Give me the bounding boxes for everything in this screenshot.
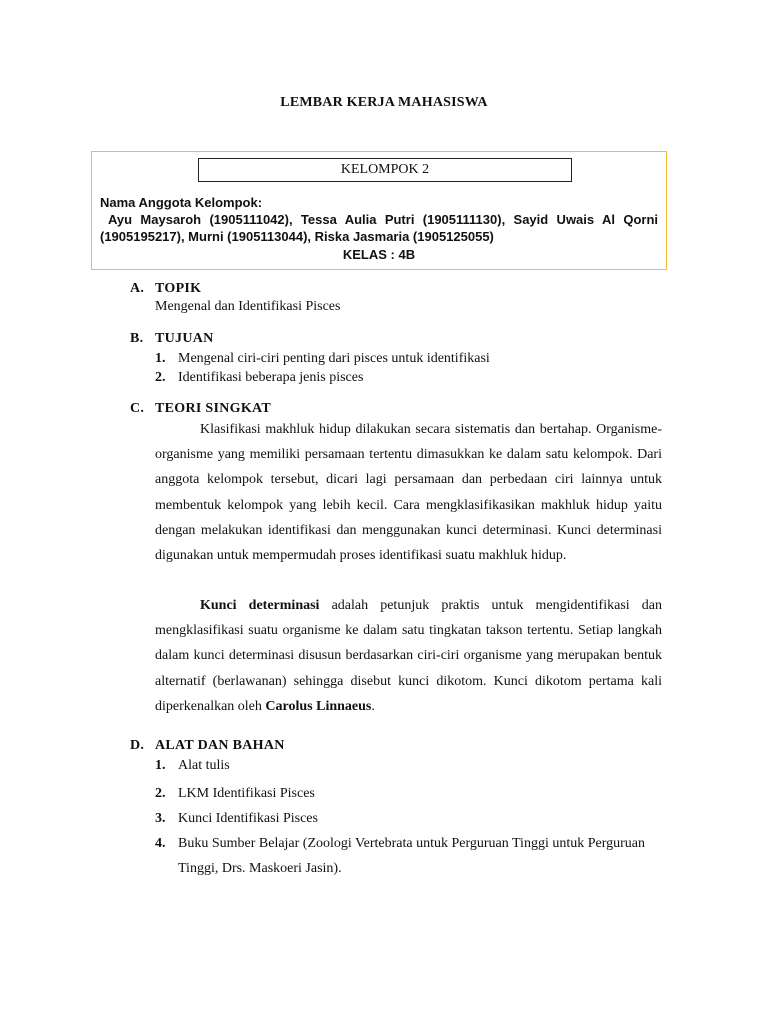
topic-text: Mengenal dan Identifikasi Pisces [155, 299, 341, 314]
theory-paragraph-2 [155, 593, 662, 719]
materials-list [155, 756, 645, 881]
list-text: LKM Identifikasi Pisces [178, 786, 315, 801]
list-number: 1. [155, 758, 166, 773]
group-members [100, 194, 658, 245]
list-item [155, 368, 675, 387]
section-a-letter: A. [130, 281, 145, 296]
bold-term: Kunci determinasi [200, 598, 320, 613]
members-list: Ayu Maysaroh (1905111042), Tessa Aulia Putri (1905111130), Sayid Uwais Al Qorni (1905195217), Murni (1905113044), Riska Jasmaria (1905125055) [100, 212, 658, 244]
section-c-heading [130, 401, 271, 417]
paragraph-text: Klasifikasi makhluk hidup dilakukan secara sistematis dan bertahap. Organisme-organisme yang memiliki persamaan tertentu dimasukkan ke dalam satu kelompok. Dari anggota kelompok tersebut, dicari lagi persamaan dan perbedaan ciri lainnya untuk membentuk kelompok yang lebih kecil. Cara mengklasifikasikan makhluk hidup yaitu dengan melakukan identifikasi dan menggunakan kunci determinasi. Kunci determinasi digunakan untuk mempermudah proses identifikasi suatu makhluk hidup. [155, 422, 662, 564]
section-c-title: TEORI SINGKAT [155, 401, 272, 416]
objectives-list [155, 349, 675, 387]
bold-name: Carolus Linnaeus [265, 698, 372, 714]
list-item [155, 349, 675, 368]
section-d-title: ALAT DAN BAHAN [155, 738, 285, 753]
list-number: 2. [155, 370, 166, 385]
section-c-letter: C. [130, 401, 145, 416]
theory-paragraph-1 [155, 417, 662, 568]
list-number: 3. [155, 811, 166, 826]
section-a-title: TOPIK [155, 281, 202, 296]
list-item [155, 781, 645, 806]
paragraph-end: . [371, 698, 375, 714]
members-label: Nama Anggota Kelompok: [100, 195, 263, 210]
list-text: Buku Sumber Belajar (Zoologi Vertebrata untuk Perguruan Tinggi untuk Perguruan Tinggi, Drs. Maskoeri Jasin). [178, 836, 646, 876]
section-b-letter: B. [130, 331, 144, 346]
section-a-heading [130, 281, 201, 297]
list-text: Mengenal ciri-ciri penting dari pisces untuk identifikasi [178, 351, 490, 366]
document-title: LEMBAR KERJA MAHASISWA [280, 95, 488, 110]
list-item [155, 831, 645, 881]
section-d-heading [130, 738, 285, 754]
class-label: KELAS : 4B [342, 247, 416, 262]
list-number: 2. [155, 786, 166, 801]
section-d-letter: D. [130, 738, 145, 753]
list-text: Alat tulis [178, 758, 230, 773]
list-text: Identifikasi beberapa jenis pisces [178, 370, 364, 385]
paragraph-text: adalah petunjuk praktis untuk mengidentifikasi dan mengklasifikasi suatu organisme ke dalam satu tingkatan takson tertentu. Setiap langkah dalam kunci determinasi disusun berdasarkan ciri-ciri organisme yang merupakan bentuk alternatif (berlawanan) sehingga disebut kunci dikotom. Kunci dikotom pertama kali diperkenalkan oleh [155, 598, 662, 714]
section-b-title: TUJUAN [155, 331, 214, 346]
list-number: 4. [155, 836, 166, 851]
list-item [155, 756, 645, 775]
group-info-box [91, 151, 667, 270]
list-number: 1. [155, 351, 166, 366]
section-b-heading [130, 331, 214, 347]
list-item [155, 806, 645, 831]
list-text: Kunci Identifikasi Pisces [178, 811, 318, 826]
group-number-box: KELOMPOK 2 [198, 158, 572, 182]
